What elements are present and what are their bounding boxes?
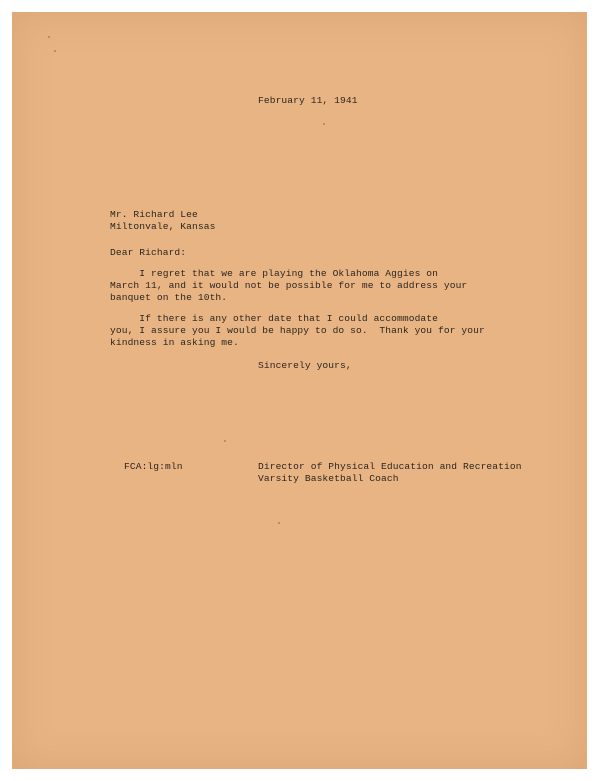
- body-paragraph-2-line-3: kindness in asking me.: [110, 337, 239, 348]
- paper-speck: [323, 123, 325, 125]
- paper-speck: [54, 50, 56, 52]
- letter-page: [12, 12, 587, 769]
- recipient-city: Miltonvale, Kansas: [110, 221, 216, 232]
- body-paragraph-2-line-1: If there is any other date that I could accommodate: [110, 313, 439, 324]
- paper-speck: [278, 522, 280, 524]
- paper-speck: [48, 36, 50, 38]
- closing: Sincerely yours,: [258, 360, 352, 371]
- recipient-name: Mr. Richard Lee: [110, 209, 198, 220]
- paper-speck: [224, 440, 226, 442]
- signature-title-1: Director of Physical Education and Recreation: [258, 461, 522, 472]
- body-paragraph-2-line-2: you, I assure you I would be happy to do so. Thank you for your: [110, 325, 485, 336]
- letter-date: February 11, 1941: [258, 95, 358, 106]
- salutation: Dear Richard:: [110, 247, 187, 258]
- body-paragraph-1-line-3: banquet on the 10th.: [110, 292, 228, 303]
- reference-initials: FCA:lg:mln: [124, 461, 183, 472]
- signature-title-2: Varsity Basketball Coach: [258, 473, 399, 484]
- body-paragraph-1-line-2: March 11, and it would not be possible for me to address your: [110, 280, 468, 291]
- body-paragraph-1-line-1: I regret that we are playing the Oklahoma Aggies on: [110, 268, 439, 279]
